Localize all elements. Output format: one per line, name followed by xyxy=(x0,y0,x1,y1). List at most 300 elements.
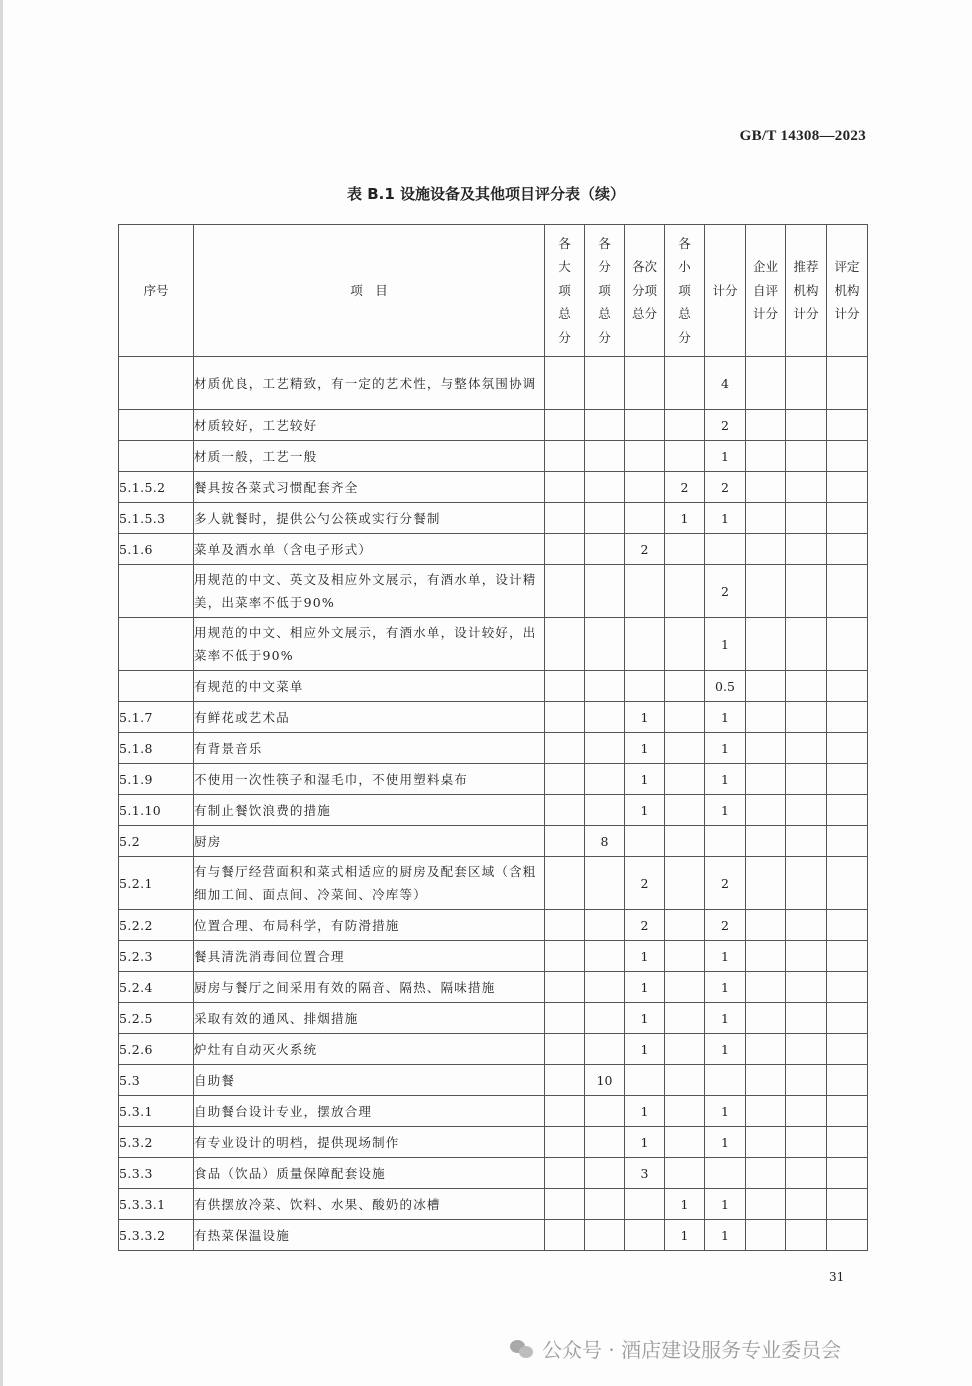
row-recommend-score xyxy=(786,795,827,826)
row-subsection-total: 2 xyxy=(625,857,665,910)
row-section-total: 10 xyxy=(585,1065,625,1096)
row-subsection-total: 3 xyxy=(625,1158,665,1189)
table-header-row xyxy=(119,225,868,357)
row-item: 厨房与餐厅之间采用有效的隔音、隔热、隔味措施 xyxy=(194,972,545,1003)
row-minor-total xyxy=(665,1096,705,1127)
row-seq xyxy=(119,410,194,441)
row-item: 餐具按各菜式习惯配套齐全 xyxy=(194,472,545,503)
row-seq: 5.3.1 xyxy=(119,1096,194,1127)
row-major-total xyxy=(545,733,585,764)
row-minor-total: 2 xyxy=(665,472,705,503)
col-header-score: 计分 xyxy=(705,225,746,357)
row-item: 不使用一次性筷子和湿毛巾，不使用塑料桌布 xyxy=(194,764,545,795)
row-seq xyxy=(119,357,194,410)
watermark xyxy=(510,1334,841,1363)
row-self-score xyxy=(746,826,786,857)
row-subsection-total: 1 xyxy=(625,795,665,826)
row-subsection-total: 1 xyxy=(625,972,665,1003)
row-item: 材质较好，工艺较好 xyxy=(194,410,545,441)
table-row xyxy=(119,702,868,733)
row-subsection-total xyxy=(625,410,665,441)
col-header-self-score xyxy=(746,225,786,357)
table-row xyxy=(119,503,868,534)
row-assess-score xyxy=(827,472,868,503)
row-seq xyxy=(119,441,194,472)
row-assess-score xyxy=(827,441,868,472)
row-section-total xyxy=(585,941,625,972)
row-major-total xyxy=(545,565,585,618)
row-major-total xyxy=(545,534,585,565)
row-assess-score xyxy=(827,941,868,972)
row-item: 食品（饮品）质量保障配套设施 xyxy=(194,1158,545,1189)
scoring-table xyxy=(118,224,868,1251)
table-row xyxy=(119,671,868,702)
row-self-score xyxy=(746,671,786,702)
row-subsection-total xyxy=(625,671,665,702)
row-subsection-total: 1 xyxy=(625,1034,665,1065)
row-self-score xyxy=(746,1189,786,1220)
row-score: 2 xyxy=(705,910,746,941)
row-score: 1 xyxy=(705,941,746,972)
table-row xyxy=(119,410,868,441)
row-minor-total: 1 xyxy=(665,1220,705,1251)
row-recommend-score xyxy=(786,1034,827,1065)
row-subsection-total xyxy=(625,618,665,671)
col-header-section-total-label: 各分项总分 xyxy=(598,235,611,345)
row-recommend-score xyxy=(786,503,827,534)
table-row xyxy=(119,910,868,941)
row-assess-score xyxy=(827,1034,868,1065)
row-recommend-score xyxy=(786,357,827,410)
row-section-total xyxy=(585,503,625,534)
row-recommend-score xyxy=(786,534,827,565)
row-recommend-score xyxy=(786,1096,827,1127)
row-assess-score xyxy=(827,410,868,441)
row-assess-score xyxy=(827,534,868,565)
row-assess-score xyxy=(827,1065,868,1096)
row-score: 1 xyxy=(705,1189,746,1220)
row-seq: 5.2.4 xyxy=(119,972,194,1003)
row-self-score xyxy=(746,795,786,826)
table-row xyxy=(119,857,868,910)
row-item: 有热菜保温设施 xyxy=(194,1220,545,1251)
row-score: 1 xyxy=(705,441,746,472)
row-subsection-total xyxy=(625,1065,665,1096)
table-row xyxy=(119,1220,868,1251)
row-major-total xyxy=(545,1003,585,1034)
row-self-score xyxy=(746,733,786,764)
row-recommend-score xyxy=(786,1003,827,1034)
row-major-total xyxy=(545,972,585,1003)
row-section-total xyxy=(585,972,625,1003)
row-score: 1 xyxy=(705,764,746,795)
row-section-total xyxy=(585,1220,625,1251)
row-section-total xyxy=(585,1158,625,1189)
row-minor-total: 1 xyxy=(665,1189,705,1220)
table-row xyxy=(119,357,868,410)
watermark-text: 公众号 · 酒店建设服务专业委员会 xyxy=(542,1338,842,1362)
table-row xyxy=(119,972,868,1003)
row-seq: 5.2.2 xyxy=(119,910,194,941)
row-assess-score xyxy=(827,795,868,826)
row-self-score xyxy=(746,702,786,733)
row-assess-score xyxy=(827,1127,868,1158)
row-recommend-score xyxy=(786,1220,827,1251)
row-section-total xyxy=(585,357,625,410)
table-row xyxy=(119,1034,868,1065)
table-row xyxy=(119,565,868,618)
row-seq: 5.3.3 xyxy=(119,1158,194,1189)
row-score: 1 xyxy=(705,972,746,1003)
row-section-total xyxy=(585,910,625,941)
table-row xyxy=(119,1096,868,1127)
wechat-icon xyxy=(510,1338,534,1360)
row-self-score xyxy=(746,618,786,671)
row-seq: 5.2 xyxy=(119,826,194,857)
table-row xyxy=(119,1127,868,1158)
row-item: 自助餐台设计专业，摆放合理 xyxy=(194,1096,545,1127)
row-recommend-score xyxy=(786,764,827,795)
row-recommend-score xyxy=(786,410,827,441)
row-score: 1 xyxy=(705,795,746,826)
row-self-score xyxy=(746,1158,786,1189)
page-number: 31 xyxy=(829,1270,845,1284)
page-edge xyxy=(0,0,3,1386)
row-seq xyxy=(119,565,194,618)
row-recommend-score xyxy=(786,1189,827,1220)
row-minor-total xyxy=(665,441,705,472)
row-subsection-total: 2 xyxy=(625,910,665,941)
row-item: 多人就餐时，提供公勺公筷或实行分餐制 xyxy=(194,503,545,534)
row-minor-total xyxy=(665,1003,705,1034)
row-minor-total xyxy=(665,702,705,733)
row-subsection-total: 1 xyxy=(625,1003,665,1034)
row-self-score xyxy=(746,910,786,941)
col-header-major-total-label: 各大项总分 xyxy=(558,235,571,345)
row-seq: 5.2.3 xyxy=(119,941,194,972)
row-self-score xyxy=(746,857,786,910)
row-subsection-total: 1 xyxy=(625,1127,665,1158)
row-minor-total xyxy=(665,795,705,826)
row-item: 用规范的中文、相应外文展示，有酒水单，设计较好，出菜率不低于90% xyxy=(194,618,545,671)
row-self-score xyxy=(746,357,786,410)
row-assess-score xyxy=(827,1220,868,1251)
row-seq: 5.2.5 xyxy=(119,1003,194,1034)
row-item: 材质优良，工艺精致，有一定的艺术性，与整体氛围协调 xyxy=(194,357,545,410)
row-assess-score xyxy=(827,764,868,795)
row-item: 厨房 xyxy=(194,826,545,857)
row-score: 1 xyxy=(705,503,746,534)
row-self-score xyxy=(746,534,786,565)
row-seq xyxy=(119,671,194,702)
row-minor-total xyxy=(665,534,705,565)
row-seq: 5.1.6 xyxy=(119,534,194,565)
row-major-total xyxy=(545,941,585,972)
row-recommend-score xyxy=(786,941,827,972)
row-major-total xyxy=(545,1158,585,1189)
row-minor-total xyxy=(665,826,705,857)
row-score: 1 xyxy=(705,1003,746,1034)
row-minor-total xyxy=(665,1158,705,1189)
table-row xyxy=(119,472,868,503)
row-assess-score xyxy=(827,1003,868,1034)
row-seq: 5.2.1 xyxy=(119,857,194,910)
row-item: 菜单及酒水单（含电子形式） xyxy=(194,534,545,565)
row-recommend-score xyxy=(786,857,827,910)
row-minor-total xyxy=(665,857,705,910)
row-assess-score xyxy=(827,357,868,410)
row-item: 有鲜花或艺术品 xyxy=(194,702,545,733)
table-row xyxy=(119,534,868,565)
row-item: 位置合理、布局科学，有防滑措施 xyxy=(194,910,545,941)
row-recommend-score xyxy=(786,910,827,941)
row-item: 材质一般，工艺一般 xyxy=(194,441,545,472)
row-subsection-total xyxy=(625,441,665,472)
row-section-total xyxy=(585,764,625,795)
row-minor-total xyxy=(665,764,705,795)
row-seq: 5.3.2 xyxy=(119,1127,194,1158)
row-major-total xyxy=(545,472,585,503)
row-score xyxy=(705,534,746,565)
row-major-total xyxy=(545,618,585,671)
row-subsection-total: 1 xyxy=(625,702,665,733)
row-recommend-score xyxy=(786,702,827,733)
row-score: 2 xyxy=(705,857,746,910)
row-item: 有制止餐饮浪费的措施 xyxy=(194,795,545,826)
table-row xyxy=(119,1158,868,1189)
table-row xyxy=(119,826,868,857)
row-seq: 5.1.5.3 xyxy=(119,503,194,534)
row-assess-score xyxy=(827,733,868,764)
row-recommend-score xyxy=(786,1065,827,1096)
row-section-total xyxy=(585,671,625,702)
table-row xyxy=(119,618,868,671)
row-major-total xyxy=(545,671,585,702)
row-minor-total xyxy=(665,910,705,941)
row-section-total xyxy=(585,1189,625,1220)
row-score: 1 xyxy=(705,1220,746,1251)
row-subsection-total: 1 xyxy=(625,733,665,764)
row-section-total xyxy=(585,565,625,618)
row-self-score xyxy=(746,441,786,472)
row-major-total xyxy=(545,357,585,410)
row-minor-total xyxy=(665,357,705,410)
row-subsection-total: 2 xyxy=(625,534,665,565)
row-score: 2 xyxy=(705,410,746,441)
row-score: 2 xyxy=(705,472,746,503)
row-subsection-total xyxy=(625,1189,665,1220)
row-major-total xyxy=(545,764,585,795)
row-score: 1 xyxy=(705,702,746,733)
row-minor-total xyxy=(665,733,705,764)
row-seq: 5.3 xyxy=(119,1065,194,1096)
row-minor-total xyxy=(665,618,705,671)
col-header-subsection-total xyxy=(625,225,665,357)
row-score xyxy=(705,1065,746,1096)
row-assess-score xyxy=(827,671,868,702)
row-seq: 5.1.5.2 xyxy=(119,472,194,503)
row-subsection-total xyxy=(625,826,665,857)
row-assess-score xyxy=(827,972,868,1003)
table-row xyxy=(119,795,868,826)
row-item: 有与餐厅经营面积和菜式相适应的厨房及配套区域（含粗细加工间、面点间、冷菜间、冷库等） xyxy=(194,857,545,910)
row-major-total xyxy=(545,1220,585,1251)
row-item: 用规范的中文、英文及相应外文展示，有酒水单，设计精美，出菜率不低于90% xyxy=(194,565,545,618)
table-body xyxy=(119,357,868,1251)
row-minor-total xyxy=(665,941,705,972)
col-header-minor-total xyxy=(665,225,705,357)
row-section-total xyxy=(585,441,625,472)
row-item: 自助餐 xyxy=(194,1065,545,1096)
row-subsection-total xyxy=(625,1220,665,1251)
col-header-major-total xyxy=(545,225,585,357)
row-assess-score xyxy=(827,826,868,857)
col-header-minor-total-label: 各小项总分 xyxy=(678,235,691,345)
row-major-total xyxy=(545,1189,585,1220)
row-section-total xyxy=(585,534,625,565)
row-recommend-score xyxy=(786,1158,827,1189)
row-section-total xyxy=(585,1034,625,1065)
row-assess-score xyxy=(827,1158,868,1189)
row-major-total xyxy=(545,910,585,941)
row-assess-score xyxy=(827,618,868,671)
row-assess-score xyxy=(827,1096,868,1127)
row-assess-score xyxy=(827,1189,868,1220)
row-section-total xyxy=(585,472,625,503)
row-item: 餐具清洗消毒间位置合理 xyxy=(194,941,545,972)
row-self-score xyxy=(746,941,786,972)
row-major-total xyxy=(545,1065,585,1096)
col-header-seq: 序号 xyxy=(119,225,194,357)
row-major-total xyxy=(545,857,585,910)
row-minor-total xyxy=(665,1065,705,1096)
row-seq: 5.3.3.2 xyxy=(119,1220,194,1251)
row-subsection-total xyxy=(625,565,665,618)
row-self-score xyxy=(746,764,786,795)
row-self-score xyxy=(746,1034,786,1065)
row-major-total xyxy=(545,410,585,441)
row-assess-score xyxy=(827,857,868,910)
row-major-total xyxy=(545,1127,585,1158)
row-recommend-score xyxy=(786,472,827,503)
row-section-total xyxy=(585,1096,625,1127)
row-assess-score xyxy=(827,565,868,618)
row-section-total xyxy=(585,618,625,671)
row-minor-total xyxy=(665,565,705,618)
row-recommend-score xyxy=(786,441,827,472)
col-header-recommend-score-label: 推荐机构计分 xyxy=(793,259,819,322)
row-seq: 5.2.6 xyxy=(119,1034,194,1065)
standard-code: GB/T 14308—2023 xyxy=(739,128,866,144)
row-minor-total xyxy=(665,410,705,441)
row-score: 1 xyxy=(705,618,746,671)
row-section-total xyxy=(585,410,625,441)
row-self-score xyxy=(746,410,786,441)
col-header-assess-score-label: 评定机构计分 xyxy=(834,259,860,322)
row-minor-total xyxy=(665,1127,705,1158)
table-row xyxy=(119,1003,868,1034)
row-major-total xyxy=(545,441,585,472)
row-minor-total xyxy=(665,671,705,702)
row-self-score xyxy=(746,1065,786,1096)
row-seq xyxy=(119,618,194,671)
row-section-total: 8 xyxy=(585,826,625,857)
row-self-score xyxy=(746,503,786,534)
col-header-subsection-total-label: 各次分项总分 xyxy=(631,259,657,322)
row-subsection-total xyxy=(625,503,665,534)
row-self-score xyxy=(746,565,786,618)
row-subsection-total xyxy=(625,472,665,503)
col-header-assess-score xyxy=(827,225,868,357)
row-major-total xyxy=(545,1034,585,1065)
row-subsection-total: 1 xyxy=(625,941,665,972)
row-section-total xyxy=(585,702,625,733)
row-score: 2 xyxy=(705,565,746,618)
row-recommend-score xyxy=(786,972,827,1003)
row-recommend-score xyxy=(786,733,827,764)
row-self-score xyxy=(746,1003,786,1034)
row-minor-total xyxy=(665,1034,705,1065)
table-title: 表 B.1 设施设备及其他项目评分表（续） xyxy=(346,185,625,203)
row-score: 1 xyxy=(705,733,746,764)
row-major-total xyxy=(545,1096,585,1127)
row-major-total xyxy=(545,503,585,534)
row-minor-total xyxy=(665,972,705,1003)
row-seq: 5.1.8 xyxy=(119,733,194,764)
col-header-item: 项 目 xyxy=(194,225,545,357)
row-seq: 5.1.10 xyxy=(119,795,194,826)
row-recommend-score xyxy=(786,618,827,671)
row-self-score xyxy=(746,972,786,1003)
row-score: 4 xyxy=(705,357,746,410)
row-section-total xyxy=(585,1127,625,1158)
row-score: 1 xyxy=(705,1034,746,1065)
row-major-total xyxy=(545,826,585,857)
col-header-self-score-label: 企业自评计分 xyxy=(752,259,778,322)
row-section-total xyxy=(585,1003,625,1034)
row-item: 有专业设计的明档，提供现场制作 xyxy=(194,1127,545,1158)
row-seq: 5.1.7 xyxy=(119,702,194,733)
row-self-score xyxy=(746,1127,786,1158)
row-score xyxy=(705,826,746,857)
row-recommend-score xyxy=(786,565,827,618)
row-self-score xyxy=(746,472,786,503)
table-row xyxy=(119,441,868,472)
row-self-score xyxy=(746,1220,786,1251)
row-seq: 5.3.3.1 xyxy=(119,1189,194,1220)
table-row xyxy=(119,941,868,972)
row-item: 有背景音乐 xyxy=(194,733,545,764)
table-row xyxy=(119,1065,868,1096)
row-item: 炉灶有自动灭火系统 xyxy=(194,1034,545,1065)
row-seq: 5.1.9 xyxy=(119,764,194,795)
row-score: 1 xyxy=(705,1096,746,1127)
table-row xyxy=(119,733,868,764)
row-recommend-score xyxy=(786,671,827,702)
row-minor-total: 1 xyxy=(665,503,705,534)
table-row xyxy=(119,1189,868,1220)
row-score: 1 xyxy=(705,1127,746,1158)
row-subsection-total: 1 xyxy=(625,764,665,795)
row-recommend-score xyxy=(786,1127,827,1158)
row-assess-score xyxy=(827,702,868,733)
row-major-total xyxy=(545,795,585,826)
row-section-total xyxy=(585,857,625,910)
row-assess-score xyxy=(827,503,868,534)
row-item: 有供摆放冷菜、饮料、水果、酸奶的冰槽 xyxy=(194,1189,545,1220)
col-header-section-total xyxy=(585,225,625,357)
row-score xyxy=(705,1158,746,1189)
